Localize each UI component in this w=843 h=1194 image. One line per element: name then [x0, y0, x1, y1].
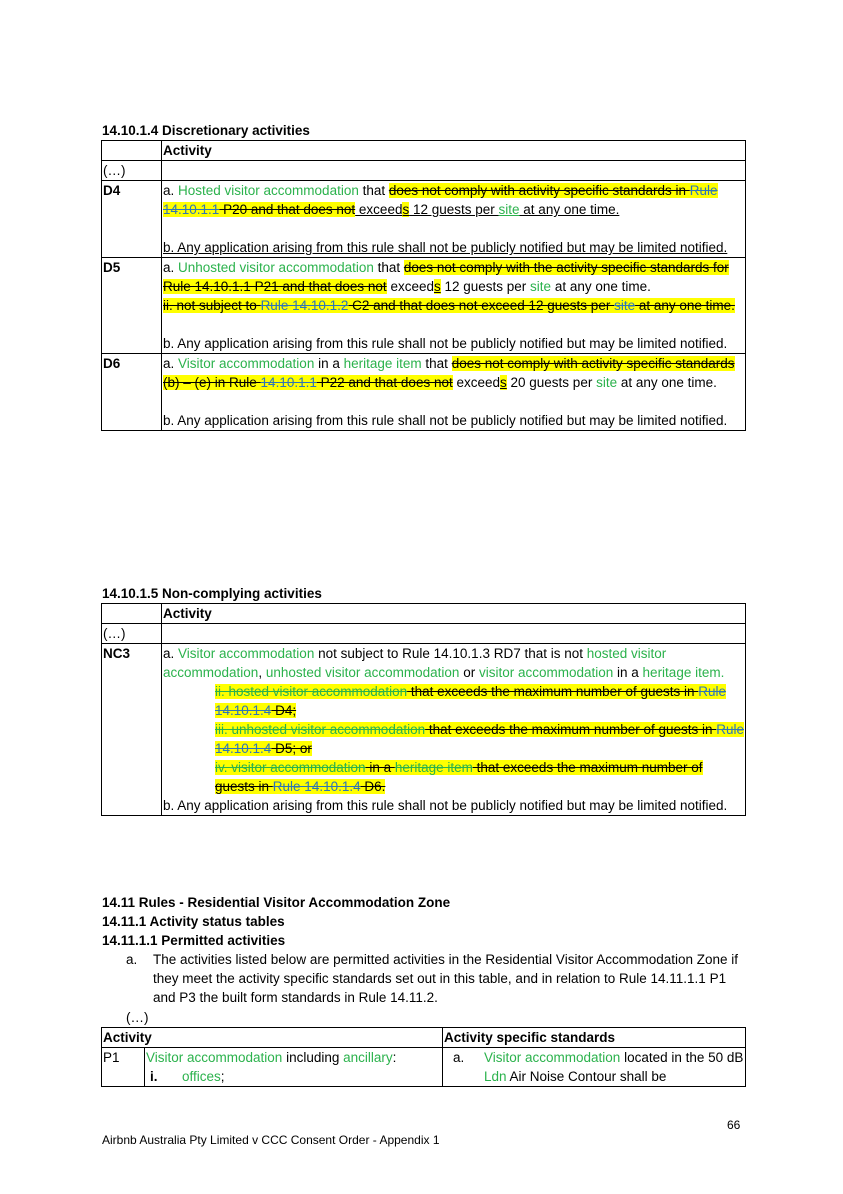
table-row-d5 [102, 258, 746, 354]
table-header-row [102, 1028, 746, 1048]
rule-code: P1 [102, 1048, 145, 1087]
heading-permitted: 14.11.1.1 Permitted activities [102, 933, 286, 948]
col-activity-header: Activity [162, 604, 746, 624]
list-label: a. [126, 952, 138, 967]
standard-text: a. Visitor accommodation located in the 50 dB Ldn Air Noise Contour shall be [443, 1048, 746, 1087]
rule-text: a. Visitor accommodation not subject to Rule 14.10.1.3 RD7 that is not hosted visitor accommodation, unhosted visitor accommodation or visitor accommodation in a heritage item. ii. hosted visitor accommodation that exceeds the maximum number of guests in Rule 14.10.1.4 D4; iii. unhosted visitor accommodation that exceeds the maximum number of guests in Rule 14.10.1.4 D5; or iv. visitor accommodation in a heritage item that exceeds the maximum number of guests in Rule 14.10.1.4 D6. b. Any application arising from this rule shall not be publicly notified but may be limited notified. [162, 644, 746, 816]
col-standards-header: Activity specific standards [443, 1028, 746, 1048]
table-row-p1 [102, 1048, 746, 1087]
ellipsis: (…) [102, 624, 162, 644]
page-number: 66 [727, 1118, 741, 1132]
footer-text: Airbnb Australia Pty Limited v CCC Consent Order - Appendix 1 [102, 1133, 440, 1147]
rule-text: Visitor accommodation including ancillary: i. offices; [145, 1048, 443, 1087]
table-row-nc3 [102, 644, 746, 816]
table-row-d4 [102, 181, 746, 258]
ellipsis: (…) [126, 1010, 149, 1025]
table-header-row [102, 141, 746, 161]
table-row [102, 624, 746, 644]
rule-code: NC3 [102, 644, 162, 816]
rule-text: a. Visitor accommodation in a heritage item that does not comply with activity specific standards (b) – (e) in Rule 14.10.1.1 P22 and that does not exceeds 20 guests per site at any one time. b. Any application arising from this rule shall not be publicly notified but may be limited notified. [162, 354, 746, 431]
rule-code: D4 [102, 181, 162, 258]
table-header-row [102, 604, 746, 624]
rule-code: D6 [102, 354, 162, 431]
heading-status-tables: 14.11.1 Activity status tables [102, 914, 285, 929]
heading-rvaz: 14.11 Rules - Residential Visitor Accommodation Zone [102, 895, 451, 910]
rule-text: a. Hosted visitor accommodation that does not comply with activity specific standards in Rule 14.10.1.1 P20 and that does not exceeds 12 guests per site at any one time. b. Any application arising from this rule shall not be publicly notified but may be limited notified. [162, 181, 746, 258]
ellipsis: (…) [102, 161, 162, 181]
table-row-d6 [102, 354, 746, 431]
heading-discretionary: 14.10.1.4 Discretionary activities [102, 123, 310, 138]
noncomplying-table [101, 603, 746, 816]
discretionary-table [101, 140, 746, 431]
rule-text: a. Unhosted visitor accommodation that does not comply with the activity specific standards for Rule 14.10.1.1 P21 and that does not exceeds 12 guests per site at any one time. ii. not subject to Rule 14.10.1.2 C2 and that does not exceed 12 guests per site at any one time. b. Any application arising from this rule shall not be publicly notified but may be limited notified. [162, 258, 746, 354]
permitted-table [101, 1027, 746, 1087]
col-activity-header: Activity [162, 141, 746, 161]
table-row [102, 161, 746, 181]
rule-code: D5 [102, 258, 162, 354]
col-activity-header: Activity [102, 1028, 443, 1048]
heading-noncomplying: 14.10.1.5 Non-complying activities [102, 586, 322, 601]
permitted-intro: The activities listed below are permitted activities in the Residential Visitor Accommodation Zone if they meet the activity specific standards set out in this table, and in relation to Rule 14.11.1.1 P1 and P3 the built form standards in Rule 14.11.2. [153, 952, 739, 1005]
